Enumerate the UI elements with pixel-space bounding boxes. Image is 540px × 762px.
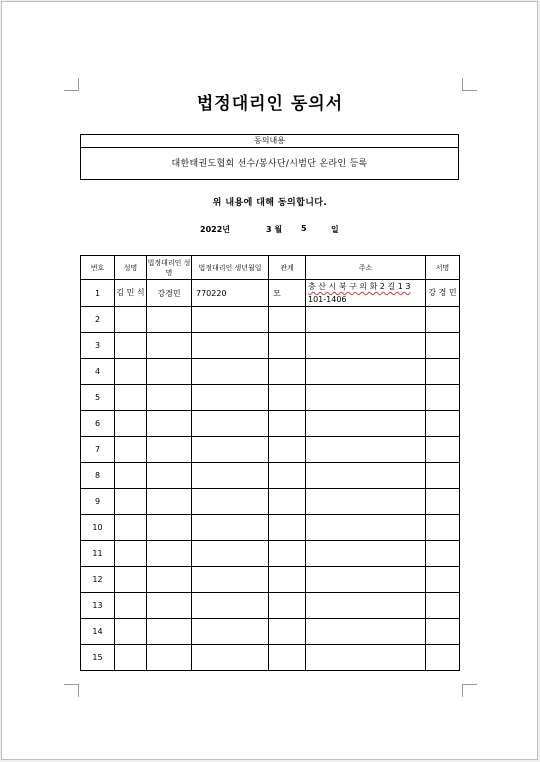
date-year: 2022년 (200, 225, 230, 234)
row-name (115, 307, 147, 333)
row-signature (426, 645, 460, 671)
row-guardian-birth: 770220 (192, 280, 269, 307)
row-relation (269, 411, 306, 437)
row-number: 12 (81, 567, 115, 593)
row-guardian-birth (192, 437, 269, 463)
row-relation (269, 541, 306, 567)
row-name (115, 541, 147, 567)
row-guardian-name (147, 307, 192, 333)
row-name (115, 385, 147, 411)
row-guardian-name (147, 333, 192, 359)
table-row (81, 463, 460, 489)
guardian-table (80, 255, 460, 671)
row-guardian-birth (192, 593, 269, 619)
date-day: 5 (301, 224, 307, 233)
table-row (81, 567, 460, 593)
row-number: 7 (81, 437, 115, 463)
row-signature (426, 437, 460, 463)
row-guardian-name: 강경민 (147, 280, 192, 307)
row-name (115, 437, 147, 463)
row-guardian-name (147, 489, 192, 515)
row-guardian-birth (192, 489, 269, 515)
row-relation (269, 619, 306, 645)
table-row (81, 280, 460, 307)
row-number: 1 (81, 280, 115, 307)
row-guardian-birth (192, 359, 269, 385)
row-guardian-name (147, 567, 192, 593)
row-address (306, 463, 426, 489)
table-row (81, 515, 460, 541)
row-number: 5 (81, 385, 115, 411)
row-guardian-birth (192, 385, 269, 411)
table-row (81, 359, 460, 385)
agree-statement: 위 내용에 대해 동의합니다. (212, 198, 328, 208)
row-guardian-name (147, 593, 192, 619)
table-row (81, 619, 460, 645)
row-guardian-name (147, 541, 192, 567)
table-row (81, 541, 460, 567)
row-guardian-name (147, 463, 192, 489)
row-number: 11 (81, 541, 115, 567)
row-name (115, 489, 147, 515)
row-signature (426, 593, 460, 619)
row-address (306, 280, 426, 307)
row-relation (269, 385, 306, 411)
row-number: 6 (81, 411, 115, 437)
row-signature (426, 541, 460, 567)
row-address (306, 593, 426, 619)
row-guardian-birth (192, 307, 269, 333)
row-signature (426, 359, 460, 385)
row-number: 15 (81, 645, 115, 671)
header-number: 번호 (81, 256, 115, 280)
row-address (306, 359, 426, 385)
row-signature (426, 567, 460, 593)
row-relation (269, 437, 306, 463)
document-title: 법정대리인 동의서 (196, 94, 344, 114)
row-number: 13 (81, 593, 115, 619)
row-signature (426, 489, 460, 515)
crop-mark-bottom-left (64, 684, 79, 697)
row-guardian-name (147, 385, 192, 411)
header-guardian-name: 법정대리인 성명 (147, 256, 192, 280)
row-relation (269, 463, 306, 489)
row-relation (269, 359, 306, 385)
row-guardian-name (147, 437, 192, 463)
consent-header: 동의내용 (81, 135, 458, 148)
address-line-2: 101-1406 (308, 295, 347, 304)
row-name (115, 593, 147, 619)
row-number: 2 (81, 307, 115, 333)
row-guardian-name (147, 645, 192, 671)
row-number: 4 (81, 359, 115, 385)
row-address (306, 307, 426, 333)
row-name (115, 567, 147, 593)
row-number: 14 (81, 619, 115, 645)
row-signature (426, 307, 460, 333)
row-guardian-birth (192, 333, 269, 359)
row-guardian-birth (192, 645, 269, 671)
row-address (306, 645, 426, 671)
row-name: 김 민 식 (115, 280, 147, 307)
row-address (306, 385, 426, 411)
row-address (306, 541, 426, 567)
row-guardian-name (147, 619, 192, 645)
row-name (115, 463, 147, 489)
row-relation (269, 515, 306, 541)
table-row (81, 411, 460, 437)
header-address: 주소 (306, 256, 426, 280)
header-name: 성명 (115, 256, 147, 280)
row-relation (269, 593, 306, 619)
row-relation (269, 645, 306, 671)
row-number: 3 (81, 333, 115, 359)
table-row (81, 307, 460, 333)
row-relation (269, 489, 306, 515)
row-guardian-name (147, 359, 192, 385)
row-signature (426, 385, 460, 411)
row-address (306, 515, 426, 541)
header-relation: 관계 (269, 256, 306, 280)
row-address (306, 619, 426, 645)
row-signature (426, 463, 460, 489)
table-row (81, 385, 460, 411)
row-guardian-birth (192, 515, 269, 541)
row-address (306, 567, 426, 593)
row-guardian-name (147, 411, 192, 437)
row-signature (426, 411, 460, 437)
table-row (81, 593, 460, 619)
consent-content: 대한태권도협회 선수/봉사단/시범단 온라인 등록 (171, 159, 368, 169)
row-number: 10 (81, 515, 115, 541)
row-guardian-birth (192, 619, 269, 645)
row-relation (269, 307, 306, 333)
row-signature: 강 경 민 (426, 280, 460, 307)
row-signature (426, 619, 460, 645)
row-signature (426, 333, 460, 359)
row-guardian-birth (192, 567, 269, 593)
table-row (81, 645, 460, 671)
address-line-1: 충 산 시 북 구 의 화 2 길 1 3 (308, 282, 411, 291)
table-row (81, 437, 460, 463)
table-row (81, 333, 460, 359)
date-day-label: 일 (331, 225, 339, 234)
row-guardian-name (147, 515, 192, 541)
consent-box (80, 134, 459, 180)
row-guardian-birth (192, 541, 269, 567)
row-signature (426, 515, 460, 541)
row-relation (269, 333, 306, 359)
row-address (306, 411, 426, 437)
row-name (115, 645, 147, 671)
row-name (115, 333, 147, 359)
row-address (306, 333, 426, 359)
date-month: 3 월 (266, 225, 283, 234)
header-guardian-birth: 법정대리인 생년월일 (192, 256, 269, 280)
table-row (81, 489, 460, 515)
row-name (115, 411, 147, 437)
row-guardian-birth (192, 463, 269, 489)
row-relation (269, 567, 306, 593)
row-number: 9 (81, 489, 115, 515)
row-name (115, 515, 147, 541)
row-name (115, 619, 147, 645)
row-address (306, 437, 426, 463)
header-signature: 서명 (426, 256, 460, 280)
row-number: 8 (81, 463, 115, 489)
row-guardian-birth (192, 411, 269, 437)
table-header-row (81, 256, 460, 280)
row-address (306, 489, 426, 515)
row-name (115, 359, 147, 385)
crop-mark-bottom-right (462, 684, 477, 697)
row-relation: 모 (269, 280, 306, 307)
